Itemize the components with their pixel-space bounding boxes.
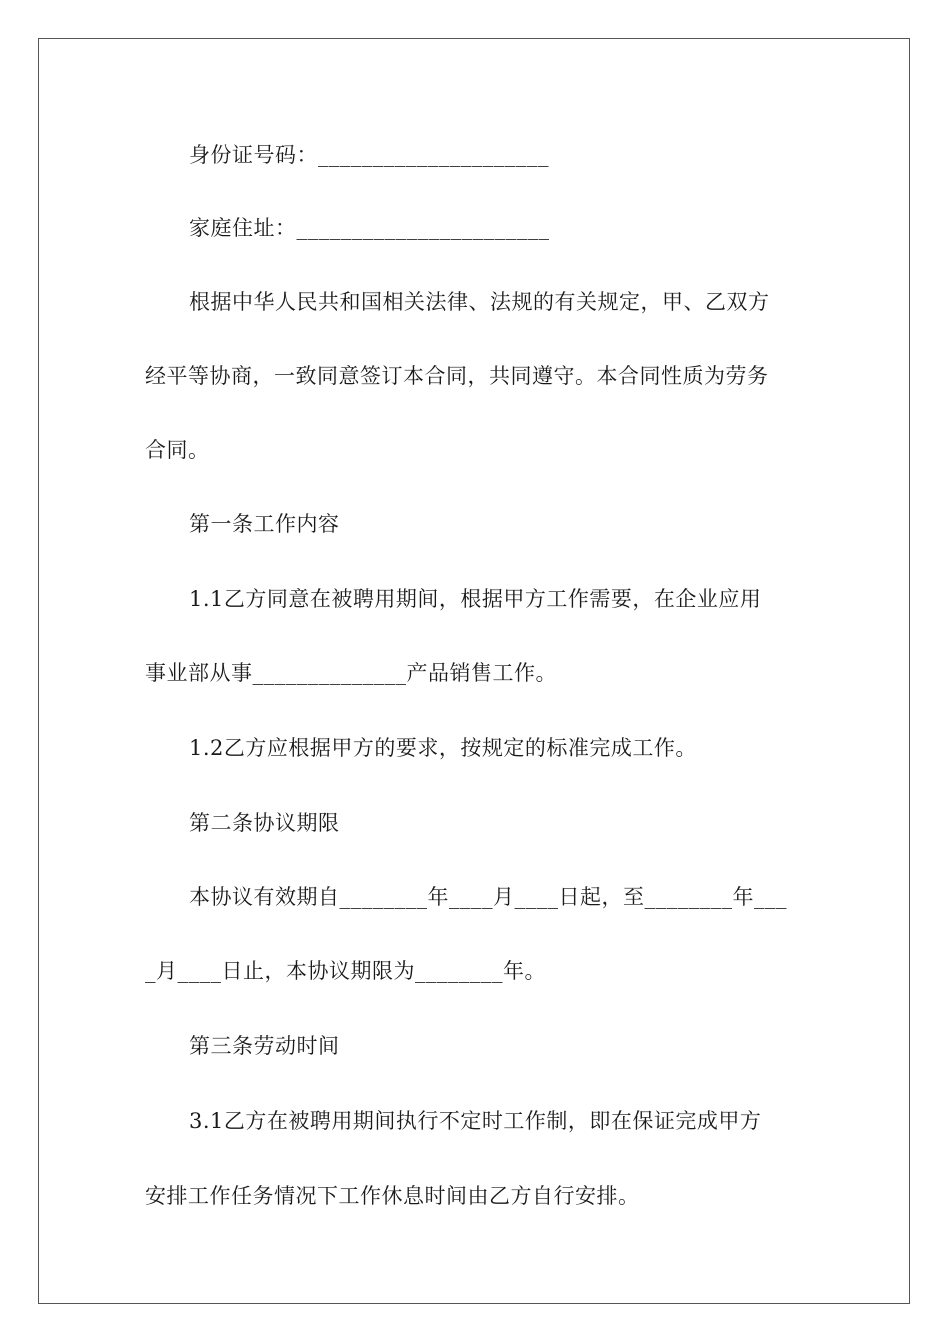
clause-1-1-line-1: 1.1乙方同意在被聘用期间，根据甲方工作需要，在企业应用 xyxy=(189,587,762,611)
article-1-heading: 第一条工作内容 xyxy=(189,512,340,536)
term-line-1: 本协议有效期自________年____月____日起，至________年___ xyxy=(189,885,787,909)
article-2-heading: 第二条协议期限 xyxy=(189,811,340,835)
clause-1-2: 1.2乙方应根据甲方的要求，按规定的标准完成工作。 xyxy=(189,736,697,760)
home-address-line: 家庭住址：_______________________ xyxy=(189,216,550,240)
clause-3-1-line-2: 安排工作任务情况下工作休息时间由乙方自行安排。 xyxy=(145,1184,640,1208)
preamble-line-1: 根据中华人民共和国相关法律、法规的有关规定，甲、乙双方 xyxy=(189,290,770,314)
id-number-line: 身份证号码：_____________________ xyxy=(189,143,549,167)
preamble-line-2: 经平等协商，一致同意签订本合同，共同遵守。本合同性质为劳务 xyxy=(145,364,769,388)
clause-1-1-line-2: 事业部从事______________产品销售工作。 xyxy=(145,661,557,685)
article-3-heading: 第三条劳动时间 xyxy=(189,1034,340,1058)
term-line-2: _月____日止，本协议期限为________年。 xyxy=(145,959,546,983)
preamble-line-3: 合同。 xyxy=(145,438,210,462)
clause-3-1-line-1: 3.1乙方在被聘用期间执行不定时工作制，即在保证完成甲方 xyxy=(189,1109,762,1133)
